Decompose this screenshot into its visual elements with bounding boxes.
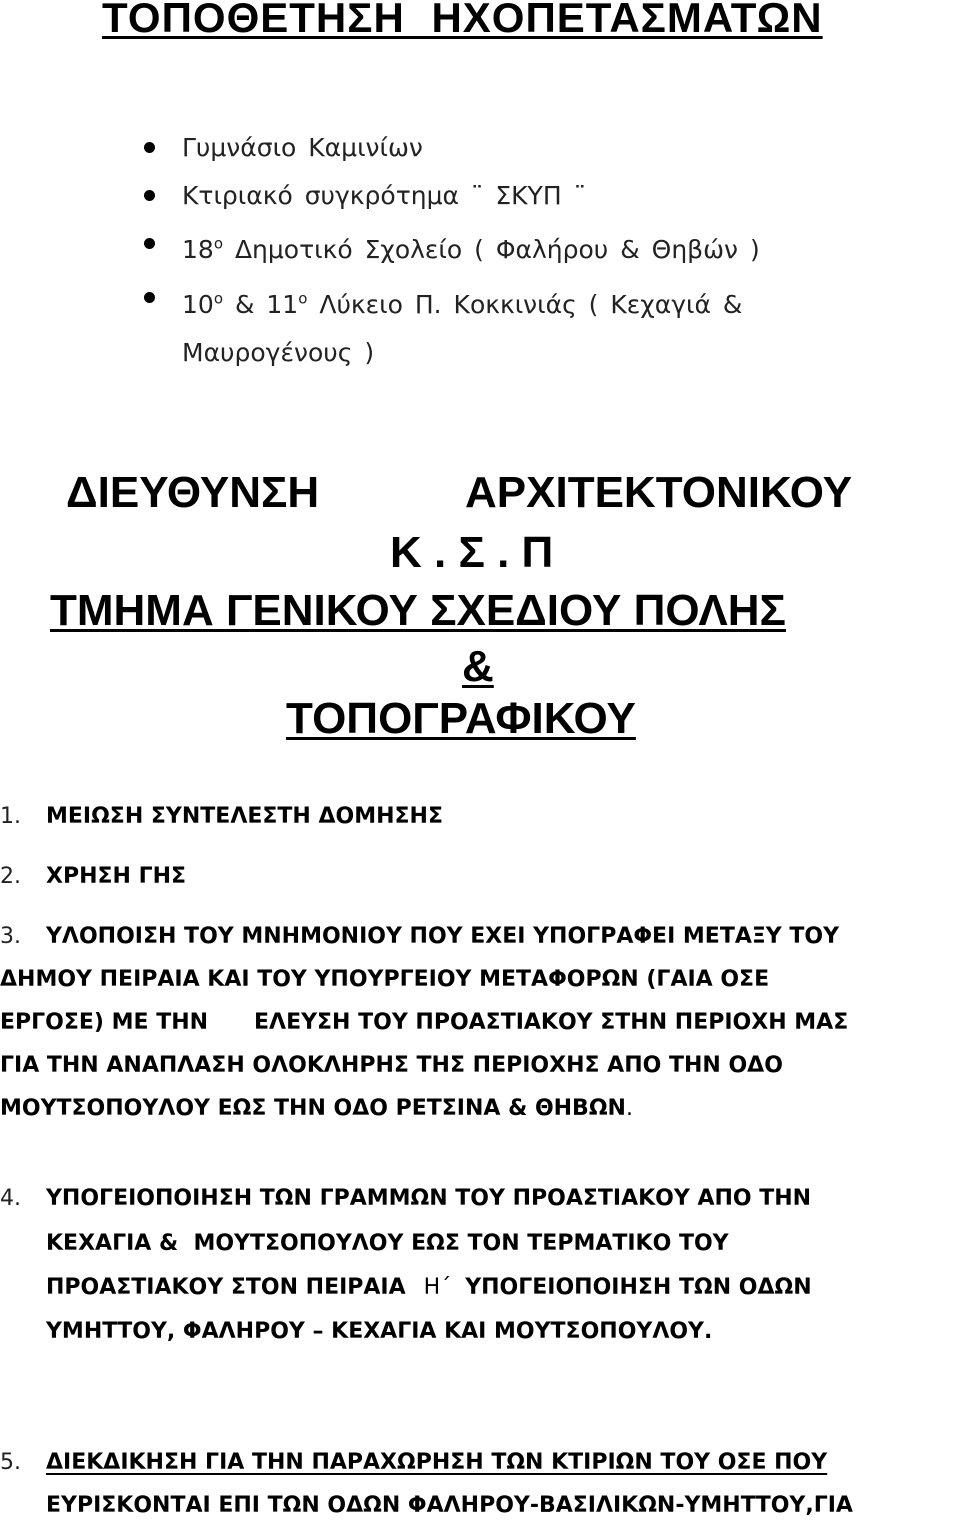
list-item — [0, 220, 822, 274]
document-page: ΤΟΠΟΘΕΤΗΣΗ ΗΧΟΠΕΤΑΣΜΑΤΩΝ Γυμνάσιο Καμινίων Κτιριακό συγκρότημα ¨ ΣΚΥΠ ¨ $18^o$ Δημοτικό Σχολείο ( Φαλήρου & Θηβών ) $10^o$ & $11^o$ Λύκειο Π. Κοκκινιάς ( Κεχαγιά & Μαυρογένους ) ΔΙΕΥΘΥΝΣΗ ΑΡΧΙΤΕΚΤΟΝΙΚΟΥ Κ . Σ . Π ΤΜΗΜΑ ΓΕΝΙΚΟΥ ΣΧΕΔΙΟΥ ΠΟΛΗΣ & ΤΟΠΟΓΡΑΦΙΚΟΥ 1. ΜΕΙΩΣΗ ΣΥΝΤΕΛΕΣΤΗ ΔΟΜΗΣΗΣ 2. ΧΡΗΣΗ ΓΗΣ 3. ΥΛΟΠΟΙΣΗ ΤΟΥ ΜΝΗΜΟΝΙΟΥ ΠΟΥ ΕΧΕΙ ΥΠΟΓΡΑΦΕΙ ΜΕΤΑΞΥ ΤΟΥ ΔΗΜΟΥ ΠΕΙΡΑΙΑ ΚΑΙ ΤΟΥ ΥΠΟΥΡΓΕΙΟΥ ΜΕΤΑΦΟΡΩΝ (ΓΑΙΑ ΟΣΕ ΕΡΓΟΣΕ) ΜΕ ΤΗΝ ΕΛΕΥΣΗ ΤΟΥ ΠΡΟΑΣΤΙΑΚΟΥ ΣΤΗΝ ΠΕΡΙΟΧΗ ΜΑΣ ΓΙΑ ΤΗΝ ΑΝΑΠΛΑΣΗ ΟΛΟΚΛΗΡΗΣ ΤΗΣ ΠΕΡΙΟΧΗΣ ΑΠΟ ΤΗΝ ΟΔΟ ΜΟΥΤΣΟΠΟΥΛΟΥ ΕΩΣ ΤΗΝ ΟΔΟ ΡΕΤΣΙΝΑ & ΘΗΒΩΝ. 4. ΥΠΟΓΕΙΟΠΟΙΗΣΗ ΤΩΝ ΓΡΑΜΜΩΝ ΤΟΥ ΠΡΟΑΣΤΙΑΚΟΥ ΑΠΟ ΤΗΝ ΚΕΧΑΓΙΑ & ΜΟΥΤΣΟΠΟΥΛΟΥ ΕΩΣ ΤΟΝ ΤΕΡΜΑΤΙΚΟ ΤΟΥ ΠΡΟΑΣΤΙΑΚΟΥ ΣΤΟΝ ΠΕΙΡΑΙΑ Η΄ ΥΠΟΓΕΙΟΠΟΙΗΣΗ ΤΩΝ ΟΔΩΝ ΥΜΗΤΤΟΥ, ΦΑΛΗΡΟΥ – ΚΕΧΑΓΙΑ ΚΑΙ ΜΟΥΤΣΟΠΟΥΛΟΥ. 5. ΔΙΕΚΔΙΚΗΣΗ ΓΙΑ ΤΗΝ ΠΑΡΑΧΩΡΗΣΗ ΤΩΝ ΚΤΙΡΙΩΝ ΤΟΥ ΟΣΕ ΠΟΥ ΕΥΡΙΣΚΟΝΤΑΙ ΕΠΙ ΤΩΝ ΟΔΩΝ ΦΑΛΗΡΟΥ-ΒΑΣΙΛΙΚΩΝ-ΥΜΗΤΤΟΥ,ΓΙΑ — [0, 0, 960, 1522]
dept-line-5: ΤΟΠΟΓΡΑΦΙΚΟΥ — [286, 694, 636, 743]
location-text: Κτιριακό συγκρότημα ¨ ΣΚΥΠ ¨ — [182, 181, 587, 210]
bullet-icon — [144, 142, 155, 153]
dept-line-1-left: ΔΙΕΥΘΥΝΣΗ — [66, 468, 320, 517]
bullet-icon — [144, 238, 155, 249]
list-item — [0, 274, 822, 376]
page-title: ΤΟΠΟΘΕΤΗΣΗ ΗΧΟΠΕΤΑΣΜΑΤΩΝ — [102, 0, 823, 41]
location-text: $18^o$ Δημοτικό Σχολείο ( Φαλήρου & Θηβών ) — [182, 235, 760, 265]
location-text: Γυμνάσιο Καμινίων — [182, 133, 423, 162]
list-item — [0, 172, 822, 220]
bullet-icon — [144, 292, 155, 303]
dept-line-2: Κ . Σ . Π — [390, 528, 554, 577]
location-text: $10^o$ & $11^o$ Λύκειο Π. Κοκκινιάς ( Κεχαγιά & Μαυρογένους ) — [182, 289, 743, 367]
list-item — [0, 124, 822, 172]
bullet-icon — [144, 190, 155, 201]
dept-line-3: ΤΜΗΜΑ ΓΕΝΙΚΟΥ ΣΧΕΔΙΟΥ ΠΟΛΗΣ — [50, 586, 786, 635]
locations-list — [0, 124, 822, 377]
dept-line-1-right: ΑΡΧΙΤΕΚΤΟΝΙΚΟΥ — [465, 468, 853, 517]
dept-line-4: & — [462, 642, 494, 691]
